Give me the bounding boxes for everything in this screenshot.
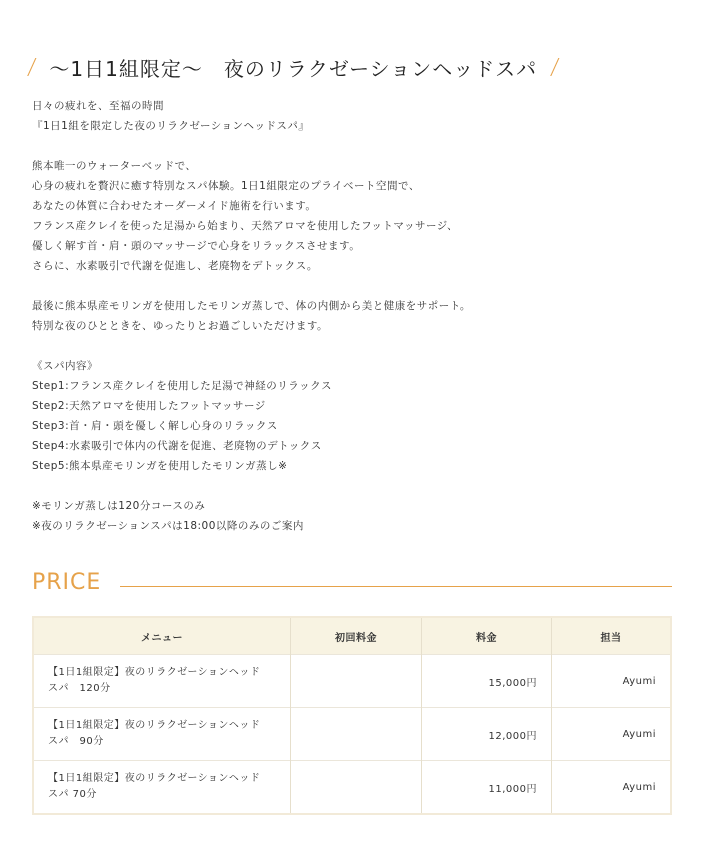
title-slash-left: / (26, 54, 38, 80)
note-line: ※夜のリラクゼーションスパは18:00以降のみのご案内 (32, 520, 304, 532)
title-slash-right: / (549, 54, 561, 80)
table-row (33, 655, 671, 708)
intro-line: フランス産クレイを使った足湯から始まり、天然アロマを使用したフットマッサージ、 (32, 220, 458, 232)
col-header-price: 料金 (422, 617, 552, 655)
col-header-first-price: 初回料金 (291, 617, 422, 655)
staff-cell: Ayumi (552, 708, 672, 761)
section-title (28, 50, 559, 84)
spa-step: Step1:フランス産クレイを使用した足湯で神経のリラックス (32, 380, 332, 392)
first-price-cell (291, 655, 422, 708)
spa-step: Step5:熊本県産モリンガを使用したモリンガ蒸し※ (32, 460, 288, 472)
spa-step: Step3:首・肩・頭を優しく解し心身のリラックス (32, 420, 278, 432)
note-line: ※モリンガ蒸しは120分コースのみ (32, 500, 206, 512)
first-price-cell (291, 708, 422, 761)
price-cell: 11,000円 (422, 761, 552, 815)
menu-name-line: 【1日1組限定】夜のリラクゼーションヘッド (48, 720, 261, 731)
price-heading: PRICE (32, 570, 102, 595)
menu-name-cell (33, 761, 291, 815)
page-title: 〜1日1組限定〜 夜のリラクゼーションヘッドスパ (49, 56, 538, 81)
intro-text (32, 96, 682, 536)
spa-content-heading: 《スパ内容》 (32, 360, 98, 372)
price-cell: 15,000円 (422, 655, 552, 708)
price-divider (120, 586, 672, 587)
col-header-staff: 担当 (552, 617, 672, 655)
spa-step: Step2:天然アロマを使用したフットマッサージ (32, 400, 266, 412)
menu-name-cell (33, 708, 291, 761)
staff-cell: Ayumi (552, 761, 672, 815)
intro-line: 心身の疲れを贅沢に癒す特別なスパ体験。1日1組限定のプライベート空間で、 (32, 180, 420, 192)
intro-line: 日々の疲れを、至福の時間 (32, 100, 164, 112)
intro-line: あなたの体質に合わせたオーダーメイド施術を行います。 (32, 200, 317, 212)
table-header-row (33, 617, 671, 655)
intro-line: 最後に熊本県産モリンガを使用したモリンガ蒸しで、体の内側から美と健康をサポート。 (32, 300, 471, 312)
intro-line: さらに、水素吸引で代謝を促進し、老廃物をデトックス。 (32, 260, 318, 272)
menu-name-cell (33, 655, 291, 708)
intro-line: 『1日1組を限定した夜のリラクゼーションヘッドスパ』 (32, 120, 310, 132)
table-row (33, 761, 671, 815)
staff-cell: Ayumi (552, 655, 672, 708)
spa-step: Step4:水素吸引で体内の代謝を促進、老廃物のデトックス (32, 440, 322, 452)
intro-line: 特別な夜のひとときを、ゆったりとお過ごしいただけます。 (32, 320, 329, 332)
first-price-cell (291, 761, 422, 815)
col-header-menu: メニュー (33, 617, 291, 655)
price-section-header (32, 570, 672, 600)
price-cell: 12,000円 (422, 708, 552, 761)
menu-name-line: スパ 70分 (48, 789, 97, 800)
intro-line: 熊本唯一のウォーターベッドで、 (32, 160, 197, 172)
menu-name-line: 【1日1組限定】夜のリラクゼーションヘッド (48, 773, 261, 784)
price-table (32, 616, 672, 815)
menu-name-line: スパ 90分 (48, 736, 104, 747)
table-row (33, 708, 671, 761)
menu-name-line: 【1日1組限定】夜のリラクゼーションヘッド (48, 667, 261, 678)
intro-line: 優しく解す首・肩・頭のマッサージで心身をリラックスさせます。 (32, 240, 361, 252)
menu-name-line: スパ 120分 (48, 683, 111, 694)
